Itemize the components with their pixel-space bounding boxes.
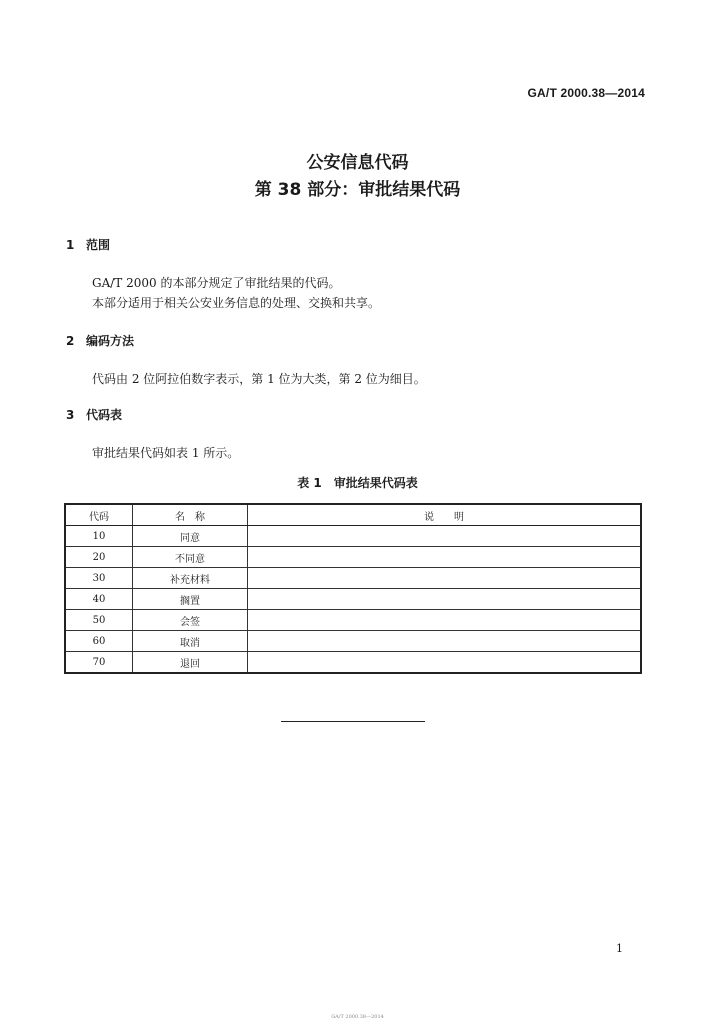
approval-result-code-table xyxy=(64,503,642,674)
table-row xyxy=(65,631,641,652)
section-1-paragraph-1: GA/T 2000 的本部分规定了审批结果的代码。 xyxy=(92,276,341,290)
cell-name: 退回 xyxy=(133,652,248,674)
section-2-heading xyxy=(66,332,134,349)
header-description: 说 明 xyxy=(248,504,642,526)
section-1-heading xyxy=(66,236,110,253)
cell-code: 30 xyxy=(65,568,133,589)
section-number: 3 xyxy=(66,408,75,422)
table-row xyxy=(65,652,641,674)
section-1-paragraph-2: 本部分适用于相关公安业务信息的处理、交换和共享。 xyxy=(92,296,381,310)
cell-description xyxy=(248,589,642,610)
cell-description xyxy=(248,652,642,674)
footer-mark: GA/T 2000.38—2014 xyxy=(331,1014,384,1020)
section-number: 2 xyxy=(66,334,75,348)
section-number: 1 xyxy=(66,238,75,252)
cell-code: 20 xyxy=(65,547,133,568)
cell-description xyxy=(248,631,642,652)
cell-description xyxy=(248,526,642,547)
header-code: 代码 xyxy=(65,504,133,526)
cell-name: 会签 xyxy=(133,610,248,631)
cell-description xyxy=(248,568,642,589)
section-3-heading xyxy=(66,406,122,423)
cell-code: 60 xyxy=(65,631,133,652)
end-of-document-rule xyxy=(281,721,425,722)
cell-description xyxy=(248,547,642,568)
table-row xyxy=(65,589,641,610)
cell-name: 不同意 xyxy=(133,547,248,568)
section-title: 代码表 xyxy=(86,408,123,422)
cell-code: 40 xyxy=(65,589,133,610)
cell-name: 搁置 xyxy=(133,589,248,610)
section-title: 范围 xyxy=(86,238,111,252)
document-subtitle: 第 38 部分：审批结果代码 xyxy=(254,180,461,200)
table-caption-title: 审批结果代码表 xyxy=(333,476,418,490)
document-title: 公安信息代码 xyxy=(306,153,409,173)
table-caption-number: 表 1 xyxy=(297,476,322,490)
cell-description xyxy=(248,610,642,631)
table-row xyxy=(65,526,641,547)
header-name: 名 称 xyxy=(133,504,248,526)
cell-code: 50 xyxy=(65,610,133,631)
cell-name: 取消 xyxy=(133,631,248,652)
section-title: 编码方法 xyxy=(86,334,135,348)
cell-code: 10 xyxy=(65,526,133,547)
table-caption xyxy=(0,474,715,491)
section-3-paragraph-1: 审批结果代码如表 1 所示。 xyxy=(92,446,240,460)
cell-name: 补充材料 xyxy=(133,568,248,589)
cell-code: 70 xyxy=(65,652,133,674)
table-row xyxy=(65,568,641,589)
section-2-paragraph-1: 代码由 2 位阿拉伯数字表示，第 1 位为大类，第 2 位为细目。 xyxy=(92,372,426,386)
page-number: 1 xyxy=(616,942,623,955)
table-row xyxy=(65,610,641,631)
table-row xyxy=(65,547,641,568)
standard-number: GA/T 2000.38—2014 xyxy=(527,86,645,100)
table-header-row xyxy=(65,504,641,526)
cell-name: 同意 xyxy=(133,526,248,547)
